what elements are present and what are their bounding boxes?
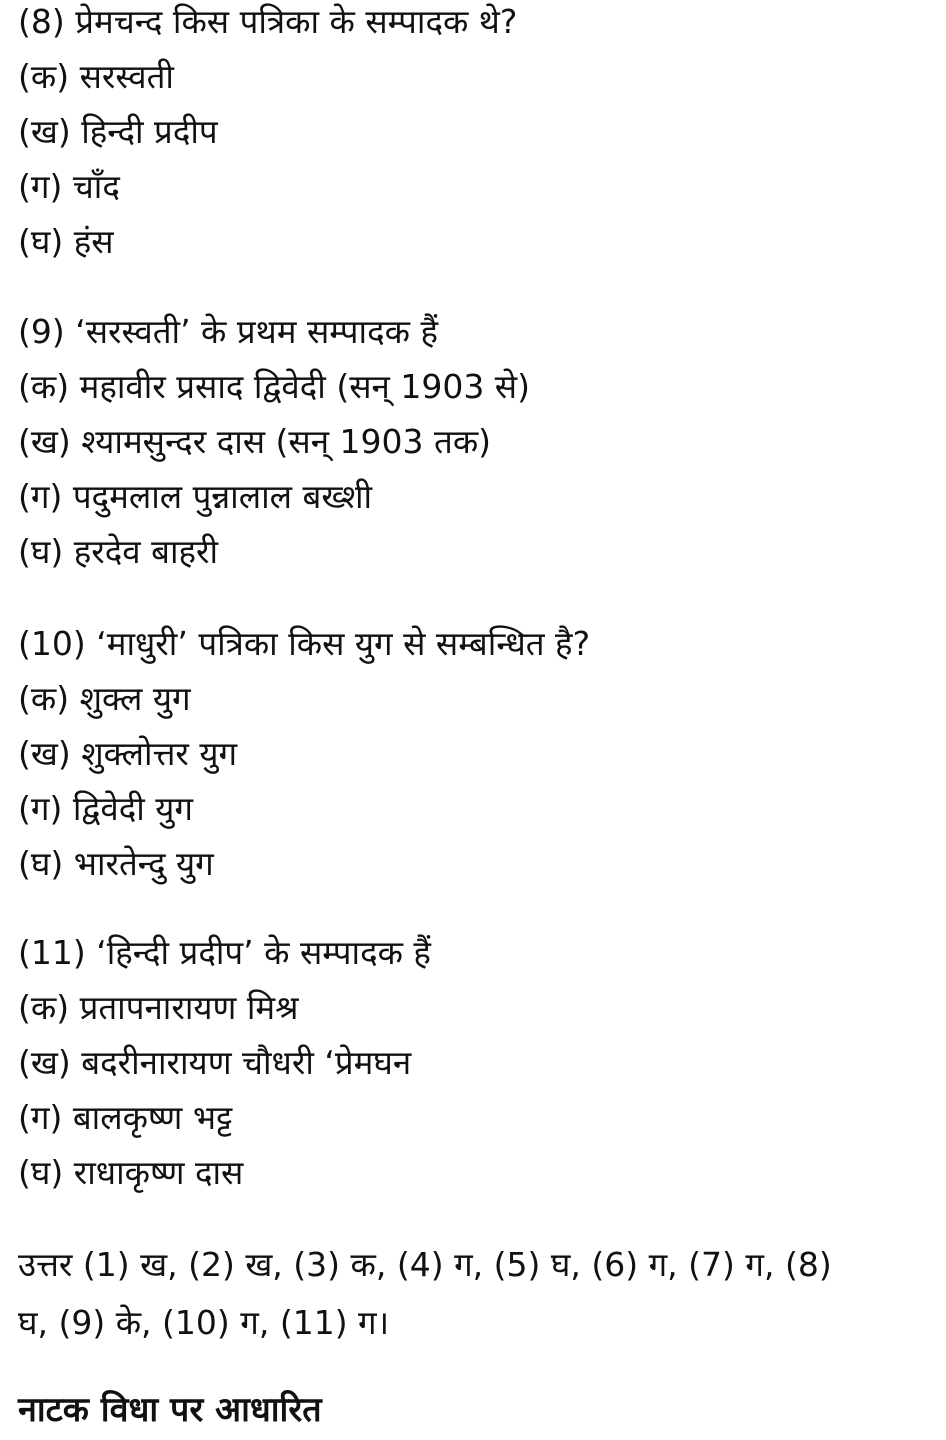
option-c: (ग) द्विवेदी युग xyxy=(18,789,193,828)
answer-key-line-2: घ, (9) के, (10) ग, (11) ग। xyxy=(18,1303,390,1342)
option-a: (क) सरस्वती xyxy=(18,57,174,96)
option-c: (ग) चाँद xyxy=(18,167,120,206)
option-d: (घ) भारतेन्दु युग xyxy=(18,844,214,883)
option-d: (घ) हंस xyxy=(18,222,114,261)
option-a: (क) शुक्ल युग xyxy=(18,679,191,718)
question-text: (9) ‘सरस्वती’ के प्रथम सम्पादक हैं xyxy=(18,312,438,351)
option-b: (ख) हिन्दी प्रदीप xyxy=(18,112,218,151)
answer-key xyxy=(18,1236,918,1352)
question-text: (10) ‘माधुरी’ पत्रिका किस युग से सम्बन्धित है? xyxy=(18,624,591,663)
option-b: (ख) बदरीनारायण चौधरी ‘प्रेमघन xyxy=(18,1043,412,1082)
option-d: (घ) हरदेव बाहरी xyxy=(18,532,219,571)
question-10 xyxy=(18,616,590,891)
section-heading: नाटक विधा पर आधारित xyxy=(18,1390,322,1430)
question-text: (8) प्रेमचन्द किस पत्रिका के सम्पादक थे? xyxy=(18,2,518,41)
option-c: (ग) पदुमलाल पुन्नालाल बख्शी xyxy=(18,477,373,516)
option-c: (ग) बालकृष्ण भट्ट xyxy=(18,1098,233,1137)
option-b: (ख) शुक्लोत्तर युग xyxy=(18,734,238,773)
question-9 xyxy=(18,304,530,579)
option-b: (ख) श्यामसुन्दर दास (सन् 1903 तक) xyxy=(18,422,492,461)
question-text: (11) ‘हिन्दी प्रदीप’ के सम्पादक हैं xyxy=(18,933,431,972)
question-11 xyxy=(18,925,431,1200)
option-d: (घ) राधाकृष्ण दास xyxy=(18,1153,244,1192)
answer-key-line-1: उत्तर (1) ख, (2) ख, (3) क, (4) ग, (5) घ, (6) ग, (7) ग, (8) xyxy=(18,1245,832,1284)
question-8 xyxy=(18,0,517,269)
option-a: (क) प्रतापनारायण मिश्र xyxy=(18,988,299,1027)
option-a: (क) महावीर प्रसाद द्विवेदी (सन् 1903 से) xyxy=(18,367,530,406)
